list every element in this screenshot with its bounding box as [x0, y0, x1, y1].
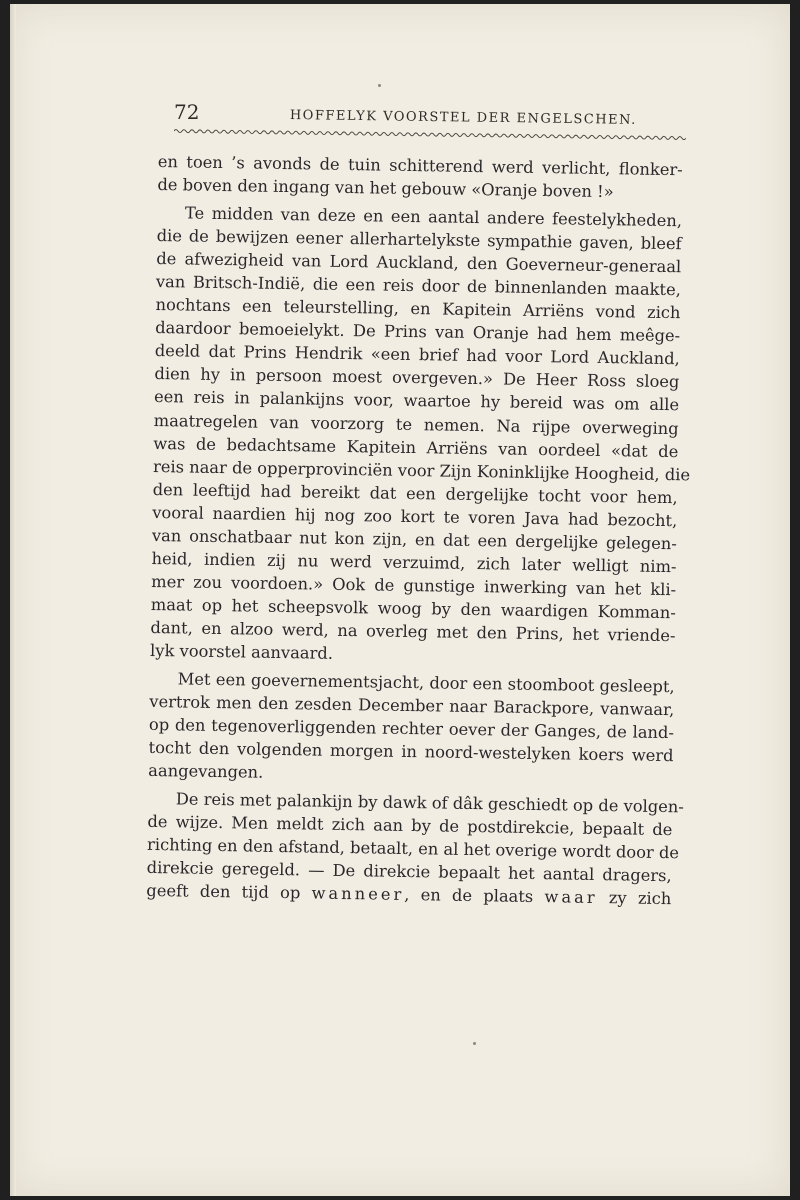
text-fragment: geeft den tijd op: [146, 881, 301, 903]
text-line: de afwezigheid van Lord Auckland, den Goeverneur-generaal: [156, 249, 682, 277]
text-line: deeld dat Prins Hendrik «een brief had voor Lord Auckland,: [154, 341, 680, 369]
text-line: op den tegenoverliggenden rechter oever der Ganges, de land-: [148, 715, 675, 743]
text-line: lyk voorstel aanvaard.: [149, 640, 334, 663]
text-line: van onschatbaar nut kon zijn, en dat een dergelijke gelegen-: [151, 525, 678, 553]
text-line: vertrok men den zesden December naar Barackpore, vanwaar,: [149, 692, 675, 720]
text-line: De reis met palankijn by dawk of dâk geschiedt op de volgen-: [175, 789, 684, 817]
text-line: richting en den afstand, betaalt, en al het overige wordt door de: [146, 835, 680, 863]
text-line: dien hy in persoon moest overgeven.» De Heer Ross sloeg: [154, 364, 680, 392]
text-line: dant, en alzoo werd, na overleg met den Prins, het vriende-: [150, 617, 676, 646]
text-line: een reis in palankijns voor, waartoe hy bereid was om alle: [153, 387, 680, 415]
page-header: [174, 100, 694, 140]
paper-speck: [378, 84, 381, 87]
text-line: vooral naardien hij nog zoo kort te voren Java had bezocht,: [152, 502, 678, 530]
text-line: maatregelen van voorzorg te nemen. Na rijpe overweging: [153, 410, 679, 438]
text-line: tocht den volgenden morgen in noord-westelyken koers werd: [148, 738, 674, 766]
text-line: en toen ’s avonds de tuin schitterend werd verlicht, flonker-: [157, 151, 683, 180]
body-text: [146, 150, 691, 911]
text-line: maat op het scheepsvolk woog by den waardigen Komman-: [150, 594, 676, 623]
text-line: heid, indien zij nu werd verzuimd, zich later welligt nim-: [151, 548, 677, 576]
text-line: daardoor bemoeielykt. De Prins van Oranje had hem meêge-: [155, 318, 681, 346]
text-line: Met een goevernementsjacht, door een stoomboot gesleept,: [177, 669, 675, 697]
text-line: die de bewijzen eener allerhartelykste sympathie gaven, bleef: [156, 226, 682, 254]
text-line: mer zou voordoen.» Ook de gunstige inwerking van het kli-: [151, 571, 677, 600]
text-fragment: zy zich: [608, 888, 672, 909]
text-line: reis naar de opperprovinciën voor Zijn Koninklijke Hoogheid, die: [152, 456, 691, 485]
spaced-word: wanneer: [311, 883, 405, 905]
text-line: direkcie geregeld. — De direkcie bepaalt het aantal dragers,: [146, 858, 672, 886]
page-gutter-edge: [10, 4, 16, 1196]
text-line: aangevangen.: [148, 761, 264, 782]
text-line: nochtans een teleurstelling, en Kapitein Arriëns vond zich: [155, 295, 681, 323]
text-line: de boven den ingang van het gebouw «Oranje boven !»: [157, 175, 614, 202]
text-line: was de bedachtsame Kapitein Arriëns van oordeel «dat de: [153, 433, 679, 461]
text-line: de wijze. Men meldt zich aan by de postdirekcie, bepaalt de: [147, 812, 673, 840]
text-line: van Britsch-Indië, die een reis door de binnenlanden maakte,: [155, 272, 682, 300]
paper-speck: [473, 1042, 476, 1045]
page-number: 72: [174, 100, 200, 124]
running-head: HOFFELYK VOORSTEL DER ENGELSCHEN.: [289, 108, 637, 128]
decorative-wavy-rule: [174, 128, 686, 141]
text-fragment: , en de plaats: [404, 885, 534, 907]
text-line: den leeftijd had bereikt dat een dergelijke tocht voor hem,: [152, 479, 678, 507]
spaced-word: waar: [544, 887, 598, 908]
text-line: Te midden van deze en een aantal andere feestelykheden,: [184, 203, 683, 231]
